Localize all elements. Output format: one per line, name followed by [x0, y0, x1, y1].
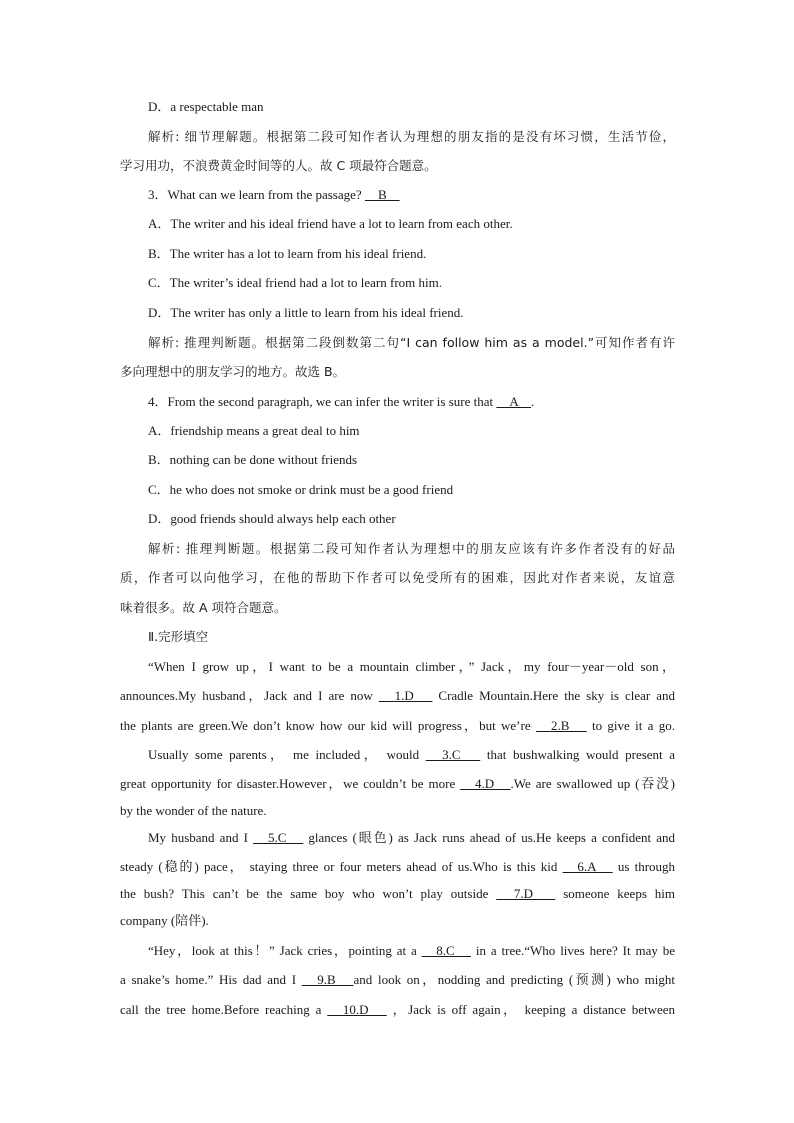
text-run: that bushwalking would present a [486, 747, 676, 762]
q4-option-a: A．friendship means a great deal to him [148, 423, 360, 438]
q4-stem-text: 4．From the second paragraph, we can infer the writer is sure that [148, 394, 494, 409]
text-run: glances (眼色) as Jack runs ahead of us.He keeps a confident and [308, 830, 676, 845]
text-run: Cradle Mountain.Here the sky is clear and [438, 688, 676, 703]
text-run: the plants are green.We don’t know how our kid will progress，but we’re [120, 718, 531, 733]
q4-analysis-line-2: 质，作者可以向他学习，在他的帮助下作者可以免受所有的困难，因此对作者来说，友谊意 [120, 570, 675, 585]
passage-p2-line-1 [148, 746, 675, 764]
passage-p1-line-1: “When I grow up，I want to be a mountain climber，” Jack，my four－year－old son， [148, 659, 675, 674]
passage-p4-line-2 [120, 971, 675, 989]
q4-option-b: B．nothing can be done without friends [148, 452, 358, 467]
text-run: someone keeps him [563, 886, 675, 901]
text-run: the bush? This can’t be the same boy who won’t play outside [120, 886, 489, 901]
blank-3: 3.C [425, 747, 481, 762]
q3-option-d: D．The writer has only a little to learn from his ideal friend. [148, 305, 464, 320]
q3-option-b: B．The writer has a lot to learn from his ideal friend. [148, 246, 427, 261]
blank-4: 4.D [460, 776, 511, 791]
blank-8: 8.C [421, 943, 471, 958]
blank-2: 2.B [535, 718, 587, 733]
q4-answer-blank: A [496, 394, 532, 409]
passage-p2-line-3: by the wonder of the nature. [120, 803, 267, 818]
text-run: a snake’s home.” His dad and I [120, 972, 297, 987]
q4-option-c: C．he who does not smoke or drink must be a good friend [148, 482, 454, 497]
blank-5: 5.C [253, 830, 304, 845]
q4-stem-end: . [531, 394, 535, 409]
text-run: to give it a go. [591, 718, 676, 733]
q4-option-d: D．good friends should always help each other [148, 511, 396, 526]
text-run: great opportunity for disaster.However，we couldn’t be more [120, 776, 456, 791]
text-run: ，Jack is off again， keeping a distance between [392, 1002, 676, 1017]
q4-analysis-line-1: 解析: 推理判断题。根据第二段可知作者认为理想中的朋友应该有许多作者没有的好品 [148, 541, 675, 556]
text-run: steady (稳的) pace， staying three or four meters ahead of us.Who is this kid [120, 859, 558, 874]
passage-p4-line-3 [120, 1001, 675, 1019]
q4-stem [148, 393, 675, 411]
text-run: .We are swallowed up (吞没) [510, 776, 676, 791]
blank-9: 9.B [301, 972, 354, 987]
q4-analysis-line-3: 味着很多。故 A 项符合题意。 [120, 600, 287, 615]
q3-stem-text: 3．What can we learn from the passage? [148, 187, 362, 202]
blank-6: 6.A [562, 859, 613, 874]
q3-answer-blank: B [364, 187, 400, 202]
text-run: in a tree.“Who lives here? It may be [475, 943, 676, 958]
text-run: “Hey，look at this！” Jack cries，pointing at a [148, 943, 417, 958]
q3-option-c: C．The writer’s ideal friend had a lot to learn from him. [148, 275, 442, 290]
q2-analysis-line-1: 解析: 细节理解题。根据第二段可知作者认为理想的朋友指的是没有坏习惯，生活节俭， [148, 129, 675, 144]
passage-p4-line-1 [148, 942, 675, 960]
blank-7: 7.D [496, 886, 556, 901]
passage-p1-line-2 [120, 687, 675, 705]
section-heading: Ⅱ.完形填空 [148, 629, 209, 644]
text-run: call the tree home.Before reaching a [120, 1002, 322, 1017]
blank-1: 1.D [378, 688, 433, 703]
passage-p3-line-3 [120, 885, 675, 903]
text-run: announces.My husband，Jack and I are now [120, 688, 373, 703]
q2-analysis-line-2: 学习用功，不浪费黄金时间等的人。故 C 项最符合题意。 [120, 158, 437, 173]
q3-option-a: A．The writer and his ideal friend have a lot to learn from each other. [148, 216, 513, 231]
blank-10: 10.D [327, 1002, 387, 1017]
text-run: us through [617, 859, 676, 874]
text-run: Usually some parents， me included， would [148, 747, 420, 762]
q2-option-d: D．a respectable man [148, 99, 264, 114]
q3-analysis-line-2: 多向理想中的朋友学习的地方。故选 B。 [120, 364, 346, 379]
q3-stem [148, 186, 675, 204]
passage-p3-line-2 [120, 858, 675, 876]
text-run: My husband and I [148, 830, 248, 845]
q3-analysis-line-1: 解析: 推理判断题。根据第二段倒数第二句“I can follow him as a model.”可知作者有许 [148, 335, 675, 350]
text-run: and look on，nodding and predicting (预测) who might [353, 972, 676, 987]
passage-p2-line-2 [120, 775, 675, 793]
passage-p3-line-1 [148, 829, 675, 847]
passage-p1-line-3 [120, 717, 675, 735]
passage-p3-line-4: company (陪伴). [120, 913, 209, 928]
